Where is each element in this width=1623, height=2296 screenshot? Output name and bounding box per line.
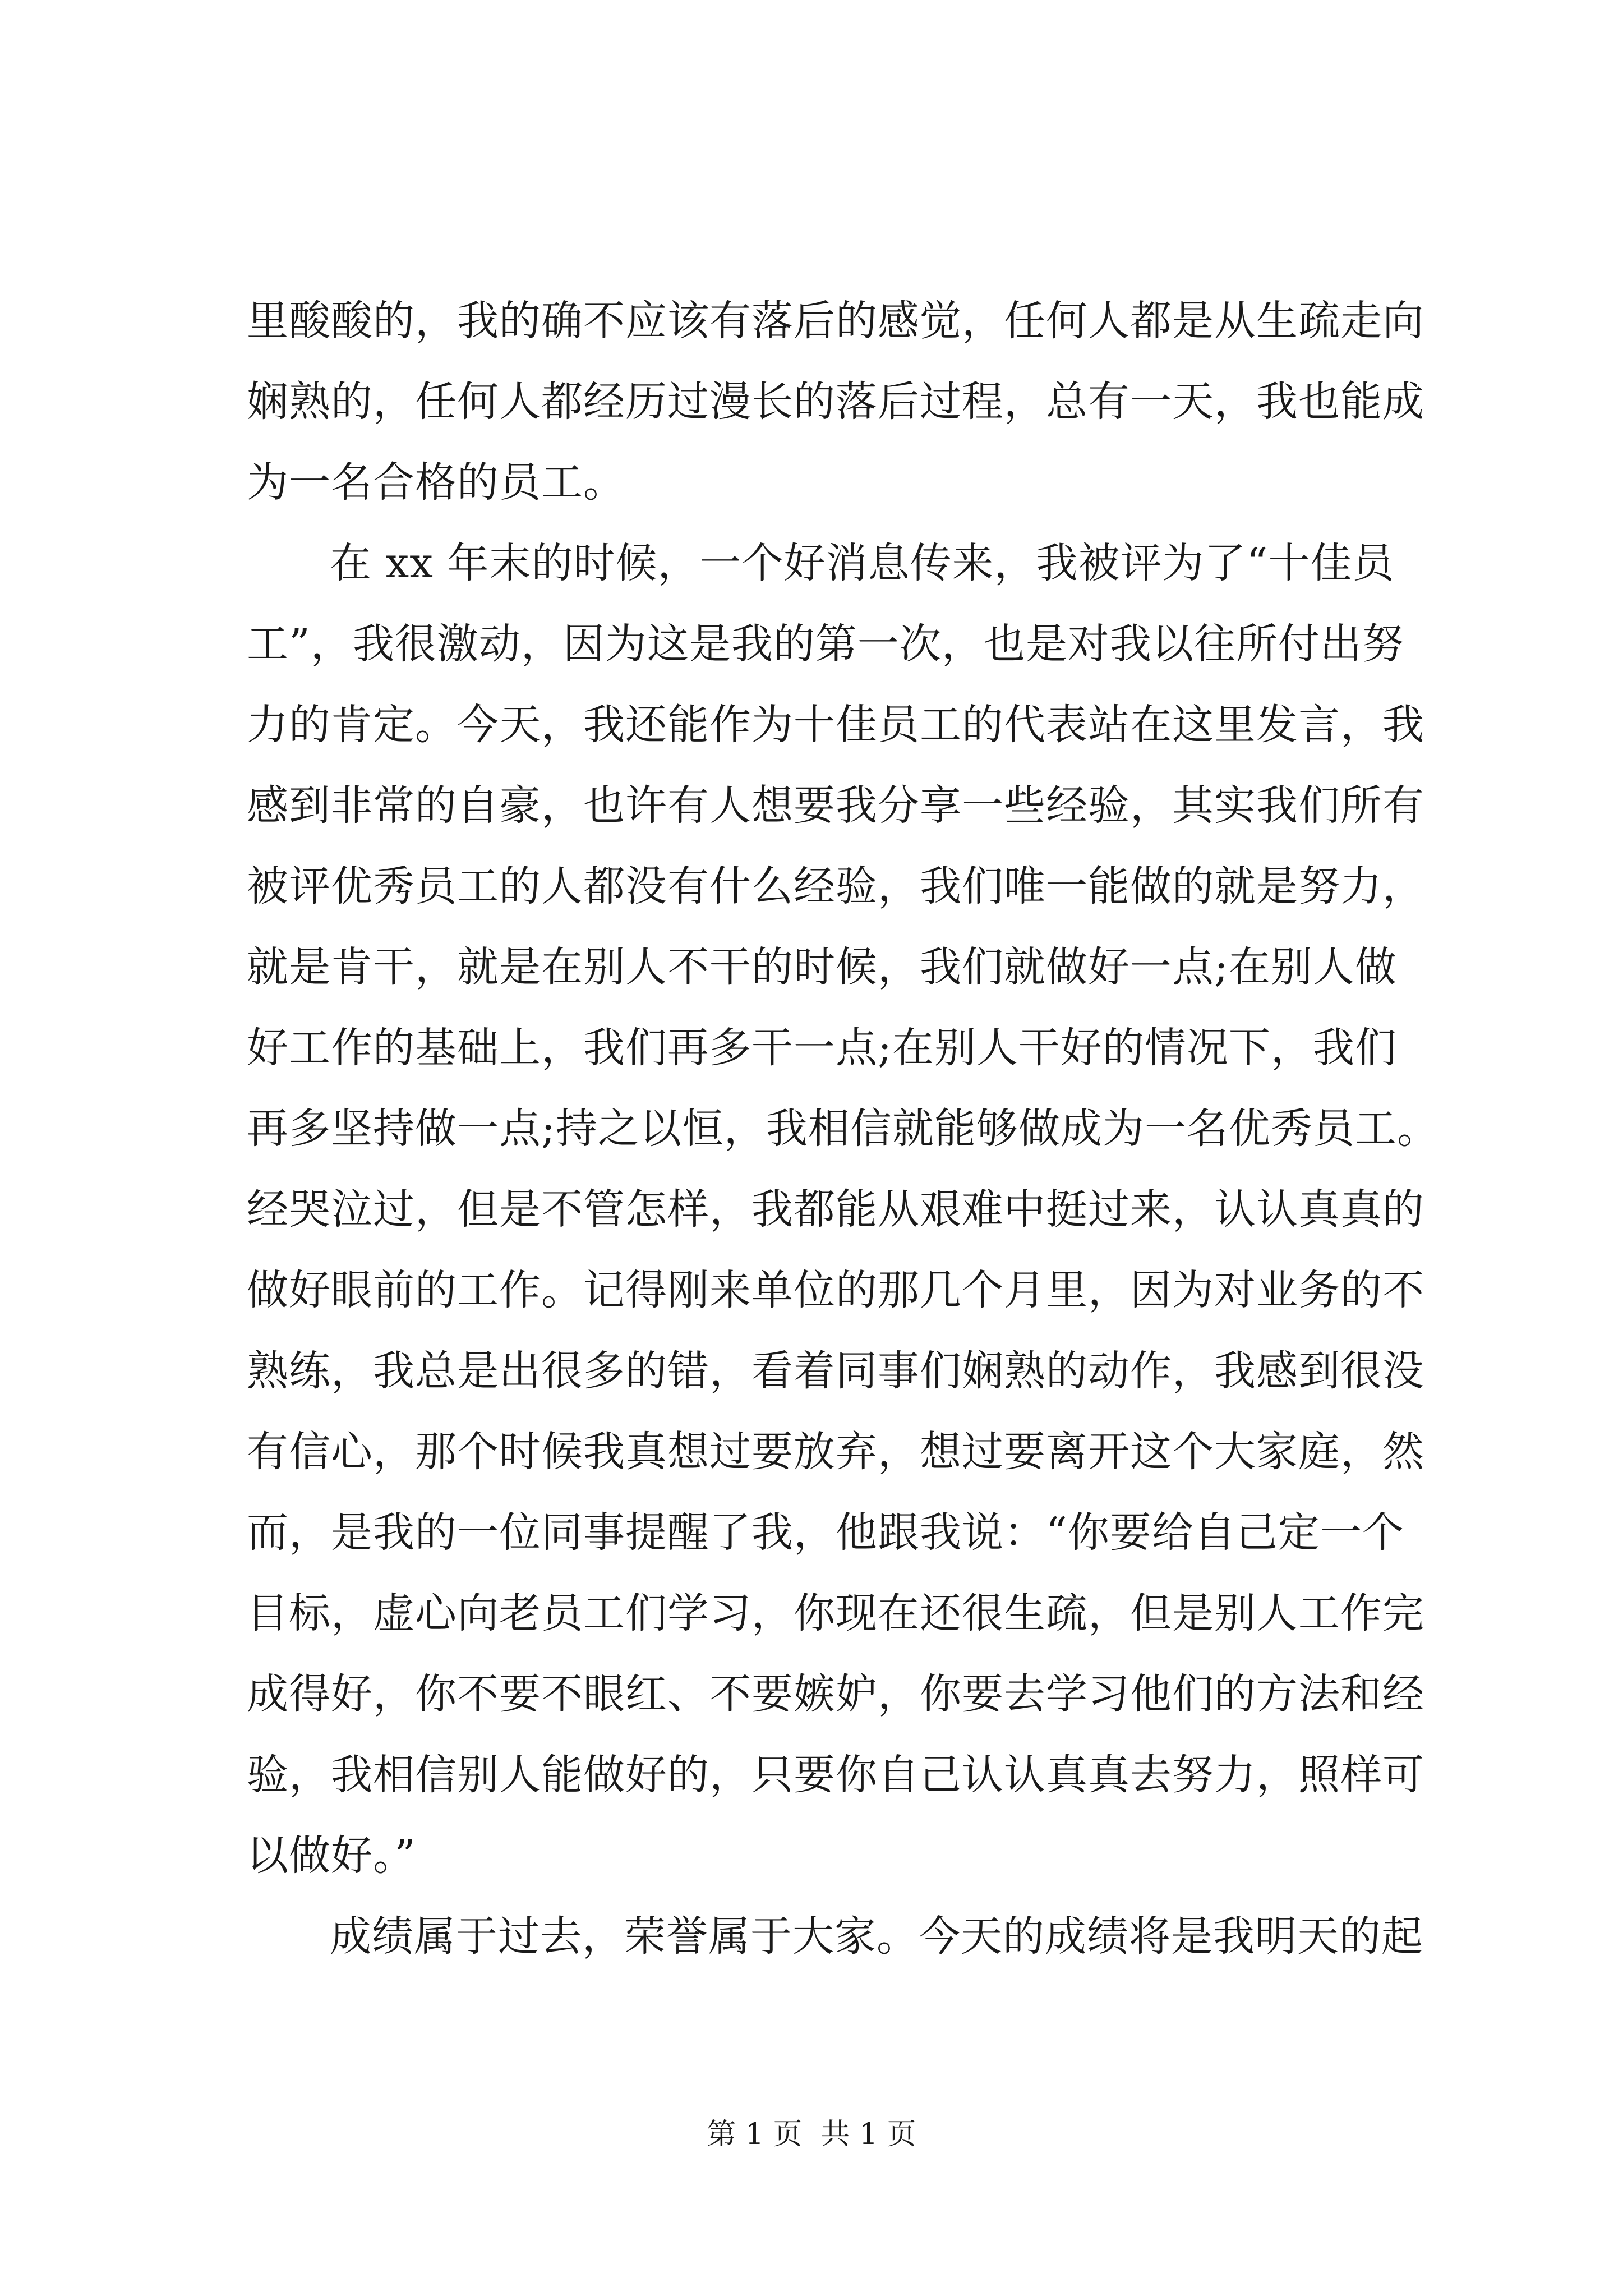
text-line: 感到非常的自豪，也许有人想要我分享一些经验，其实我们所有	[247, 781, 1424, 830]
text-line: 而，是我的一位同事提醒了我，他跟我说：“你要给自己定一个	[247, 1508, 1404, 1557]
text-line: 做好眼前的工作。记得刚来单位的那几个月里，因为对业务的不	[247, 1266, 1424, 1314]
text-line: 再多坚持做一点;持之以恒，我相信就能够做成为一名优秀员工。	[247, 1105, 1439, 1153]
text-line: 工”，我很激动，因为这是我的第一次，也是对我以往所付出努	[247, 620, 1404, 668]
body-text	[247, 280, 1439, 1977]
text-line: 验，我相信别人能做好的，只要你自己认认真真去努力，照样可	[247, 1751, 1424, 1799]
text-line: 为一名合格的员工。	[247, 458, 625, 507]
text-line: 被评优秀员工的人都没有什么经验，我们唯一能做的就是努力，	[247, 862, 1424, 910]
text-line: 目标，虚心向老员工们学习，你现在还很生疏，但是别人工作完	[247, 1589, 1424, 1637]
paragraph-start-line: 成绩属于过去，荣誉属于大家。今天的成绩将是我明天的起	[330, 1912, 1423, 1961]
text-line: 熟练，我总是出很多的错，看着同事们娴熟的动作，我感到很没	[247, 1347, 1424, 1395]
page-number-footer: 第 1 页 共 1 页	[707, 2118, 916, 2151]
paragraph-start-line: 在 xx 年末的时候，一个好消息传来，我被评为了“十佳员	[330, 539, 1395, 587]
text-line: 好工作的基础上，我们再多干一点;在别人干好的情况下，我们	[247, 1024, 1397, 1072]
text-line: 成得好，你不要不眼红、不要嫉妒，你要去学习他们的方法和经	[247, 1670, 1424, 1718]
text-line: 里酸酸的，我的确不应该有落后的感觉，任何人都是从生疏走向	[247, 297, 1424, 345]
text-line: 力的肯定。今天，我还能作为十佳员工的代表站在这里发言，我	[247, 701, 1424, 749]
text-line: 有信心，那个时候我真想过要放弃，想过要离开这个大家庭，然	[247, 1428, 1424, 1476]
text-line: 就是肯干，就是在别人不干的时候，我们就做好一点;在别人做	[247, 943, 1397, 991]
text-line: 经哭泣过，但是不管怎样，我都能从艰难中挺过来，认认真真的	[247, 1185, 1424, 1234]
text-line: 以做好。”	[247, 1832, 416, 1880]
text-line: 娴熟的，任何人都经历过漫长的落后过程，总有一天，我也能成	[247, 378, 1424, 426]
